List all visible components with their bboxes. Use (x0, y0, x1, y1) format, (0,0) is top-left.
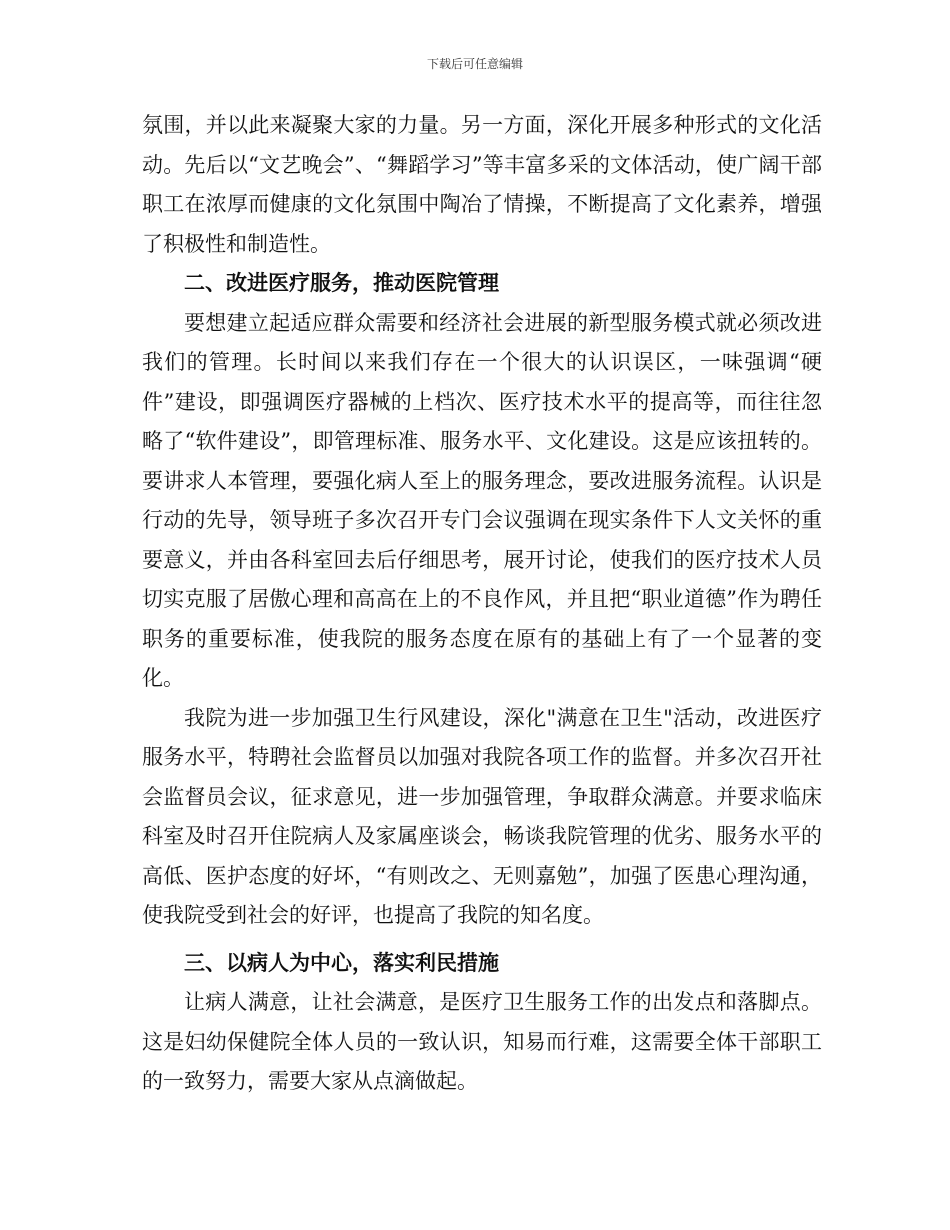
paragraph-management-improvement: 要想建立起适应群众需要和经济社会进展的新型服务模式就必须改进我们的管理。长时间以来我们存在一个很大的认识误区，一味强调“硬件”建设，即强调医疗器械的上档次、医疗技术水平的提高等，而往往忽略了“软件建设”，即管理标准、服务水平、文化建设。这是应该扭转的。要讲求人本管理，要强化病人至上的服务理念，要改进服务流程。认识是行动的先导，领导班子多次召开专门会议强调在现实条件下人文关怀的重要意义，并由各科室回去后仔细思考，展开讨论，使我们的医疗技术人员切实克服了居傲心理和高高在上的不良作风，并且把“职业道德”作为聘任职务的重要标准，使我院的服务态度在原有的基础上有了一个显著的变化。 (142, 310, 822, 690)
document-body (142, 106, 822, 1102)
paragraph-social-supervision: 我院为进一步加强卫生行风建设，深化"满意在卫生"活动，改进医疗服务水平，特聘社会监督员以加强对我院各项工作的监督。并多次召开社会监督员会议，征求意见，进一步加强管理，争取群众满意。并要求临床科室及时召开住院病人及家属座谈会，畅谈我院管理的优劣、服务水平的高低、医护态度的好坏，“有则改之、无则嘉勉”，加强了医患心理沟通，使我院受到社会的好评，也提高了我院的知名度。 (142, 705, 822, 927)
section-heading-medical-service: 二、改进医疗服务，推动医院管理 (184, 271, 499, 295)
paragraph-culture-activities: 氛围，并以此来凝聚大家的力量。另一方面，深化开展多种形式的文化活动。先后以“文艺晚会”、“舞蹈学习”等丰富多采的文体活动，使广阔干部职工在浓厚而健康的文化氛围中陶冶了情操，不断提高了文化素养，增强了积极性和制造性。 (142, 113, 822, 256)
section-heading-patient-centered: 三、以病人为中心，落实利民措施 (184, 950, 499, 975)
page-header-note: 下载后可任意编辑 (426, 57, 523, 71)
paragraph-patient-satisfaction: 让病人满意，让社会满意，是医疗卫生服务工作的出发点和落脚点。这是妇幼保健院全体人员的一致认识，知易而行难，这需要全体干部职工的一致努力，需要大家从点滴做起。 (142, 990, 822, 1093)
